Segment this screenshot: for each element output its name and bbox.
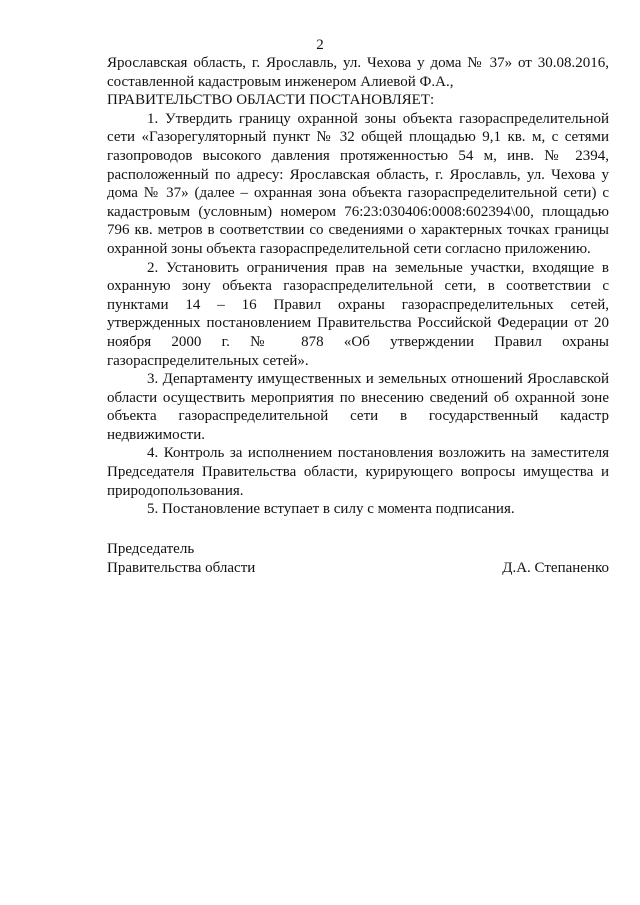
page-number: 2 — [316, 37, 324, 53]
document-body — [107, 54, 609, 519]
signatory-title-line-2: Правительства области — [107, 559, 256, 576]
resolution-item-2: 2. Установить ограничения прав на земельные участки, входящие в охранную зону объекта газораспределительной сети, в соответствии с пунктами 14 – 16 Правил охраны газораспределительных сетей, утвержденных постановлением Правительства Российской Федерации от 20 ноября 2000 г. № 878 «Об утверждении Правил охраны газораспределительных сетей». — [107, 259, 609, 369]
intro-paragraph: Ярославская область, г. Ярославль, ул. Чехова у дома № 37» от 30.08.2016, составленной кадастровым инженером Алиевой Ф.А., — [107, 55, 609, 90]
signatory-title-line-1: Председатель — [107, 541, 195, 557]
signature-block — [107, 540, 609, 577]
resolution-item-1: 1. Утвердить границу охранной зоны объекта газораспределительной сети «Газорегуляторный пункт № 32 общей площадью 9,1 кв. м, с сетями газопроводов высокого давления протяженностью 54 м, инв. № 2394, расположенный по адресу: Ярославская область, г. Ярославль, ул. Чехова у дома № 37» (далее – охранная зона объекта газораспределительной сети) с кадастровым (условным) номером 76:23:030406:0008:602394\00, площадью 796 кв. метров в соответствии со сведениями о характерных точках границы охранной зоны объекта газораспределительной сети согласно приложению. — [107, 110, 609, 257]
resolution-item-5: 5. Постановление вступает в силу с момента подписания. — [147, 501, 515, 518]
signature-row — [107, 559, 609, 578]
resolution-heading: ПРАВИТЕЛЬСТВО ОБЛАСТИ ПОСТАНОВЛЯЕТ: — [107, 92, 435, 109]
signatory-name: Д.А. Степаненко — [502, 559, 609, 576]
resolution-item-3: 3. Департаменту имущественных и земельных отношений Ярославской области осуществить мероприятия по внесению сведений об охранной зоне объекта газораспределительной сети в государственный кадастр недвижимости. — [107, 371, 609, 443]
resolution-item-4: 4. Контроль за исполнением постановления возложить на заместителя Председателя Правительства области, курирующего вопросы имущества и природопользования. — [107, 445, 609, 499]
